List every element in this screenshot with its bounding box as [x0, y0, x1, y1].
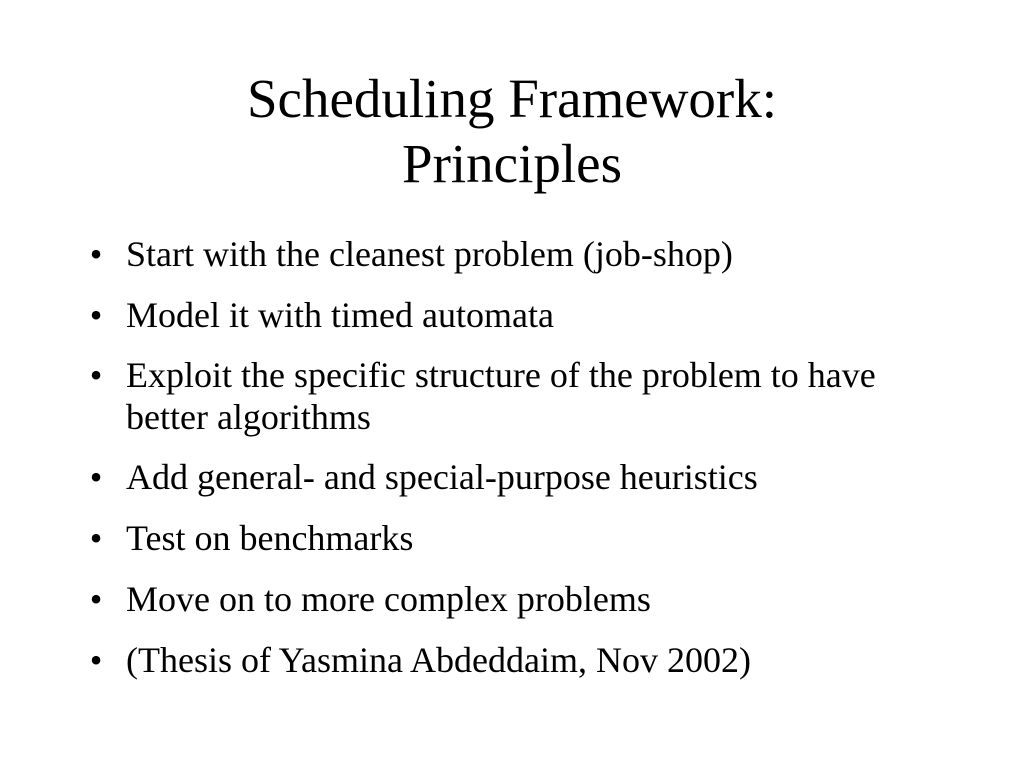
bullet-text: Test on benchmarks [126, 518, 414, 558]
bullet-icon: • [89, 518, 103, 558]
bullet-item [86, 577, 966, 621]
bullet-text: (Thesis of Yasmina Abdeddaim, Nov 2002) [126, 640, 751, 680]
bullet-text: Exploit the specific structure of the problem to have better algorithms [126, 355, 876, 437]
slide-title-line-1: Scheduling Framework: [246, 68, 778, 129]
bullet-icon: • [89, 579, 103, 619]
bullet-text: Model it with timed automata [126, 295, 554, 335]
slide-title-line-2: Principles [402, 133, 622, 194]
bullet-item [86, 638, 966, 682]
bullet-item [86, 455, 966, 499]
bullet-text: Move on to more complex problems [126, 579, 651, 619]
bullet-item [86, 232, 966, 276]
bullet-text: Add general- and special-purpose heuristics [126, 457, 758, 497]
bullet-icon: • [89, 355, 103, 395]
bullet-item [86, 354, 966, 438]
bullet-icon: • [89, 295, 103, 335]
bullet-item [86, 293, 966, 337]
bullet-item [86, 516, 966, 560]
bullet-icon: • [89, 457, 103, 497]
bullet-text: Start with the cleanest problem (job-shop) [126, 234, 733, 274]
bullet-list [86, 232, 966, 699]
slide-title [0, 66, 1024, 196]
bullet-icon: • [89, 640, 103, 680]
bullet-icon: • [89, 234, 103, 274]
